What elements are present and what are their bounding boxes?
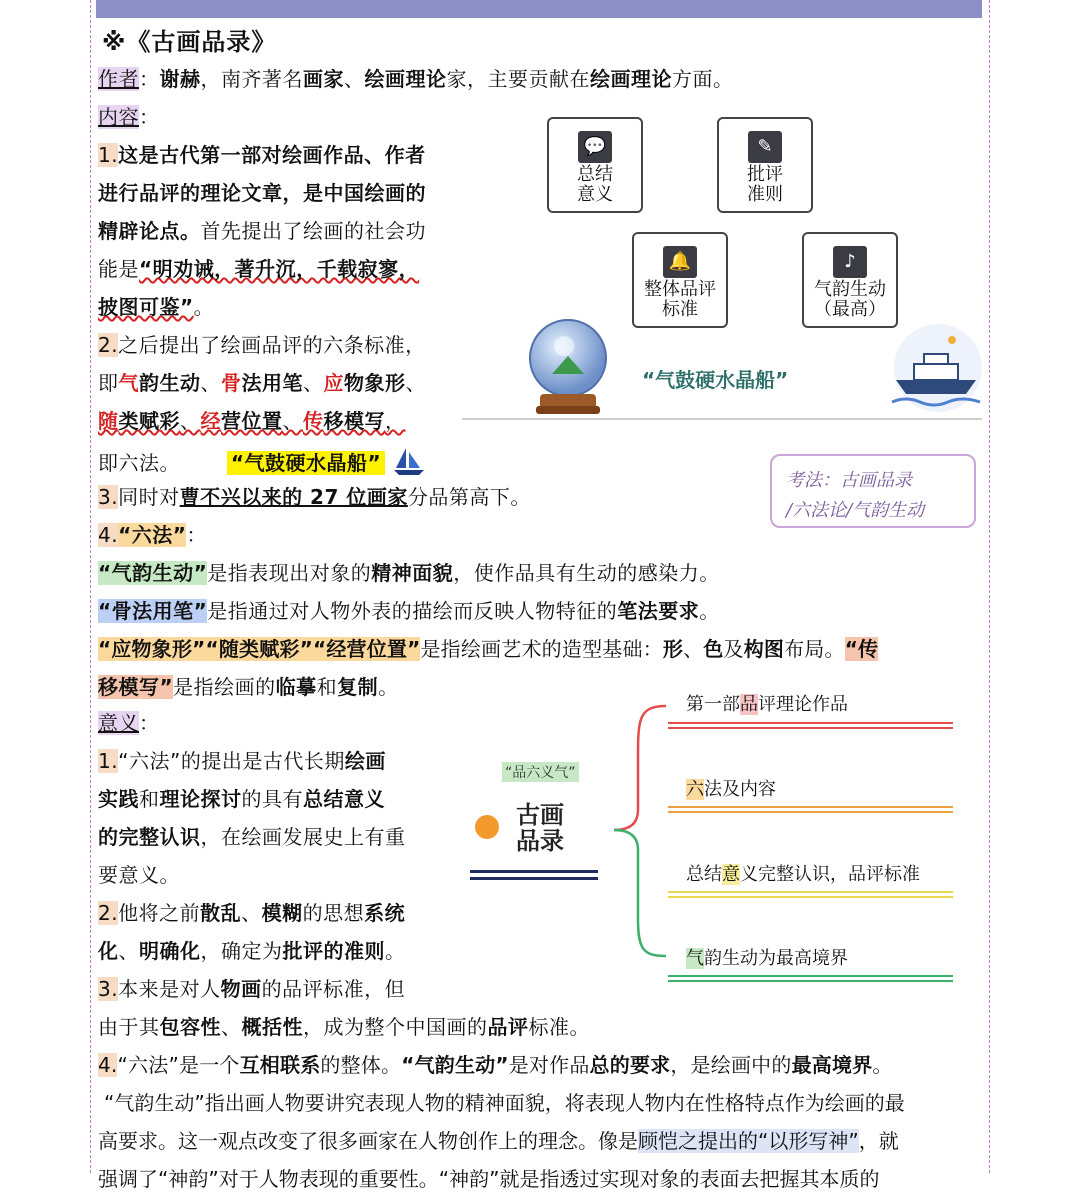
mnemonic-caption: “气鼓硬水晶船” bbox=[642, 368, 789, 392]
mindmap-line-1 bbox=[668, 722, 953, 729]
meaning-1-line-1: 1.“六法”的提出是古代长期绘画 bbox=[98, 749, 386, 773]
six-method-segment: 、 bbox=[200, 371, 221, 395]
mnemonic-badge: “气鼓硬水晶船” bbox=[227, 451, 385, 475]
six-method-segment: 、 bbox=[303, 371, 324, 395]
exam-tip-box: 考法：古画品录 /六法论/气韵生动 bbox=[770, 454, 976, 528]
six-method-segment: 随 bbox=[98, 409, 119, 433]
meaning-1-line-3: 的完整认识，在绘画发展史上有重 bbox=[98, 825, 406, 849]
content-3: 3.同时对曹不兴以来的 27 位画家分品第高下。 bbox=[98, 485, 531, 509]
card-overall-standard: 🔔 整体品评 标准 bbox=[632, 232, 728, 328]
card-critique-criteria: ✎ 批评 准则 bbox=[717, 117, 813, 213]
mindmap-dot-icon bbox=[474, 814, 500, 840]
six-method-segment: 气 bbox=[118, 371, 139, 395]
section-title: ※《古画品录》 bbox=[102, 28, 277, 56]
meaning-2-line-2: 化、明确化，确定为批评的准则。 bbox=[98, 939, 406, 963]
six-method-segment: 应 bbox=[323, 371, 344, 395]
content-2-line-1: 2.之后提出了绘画品评的六条标准， bbox=[98, 333, 426, 357]
sailboat-icon bbox=[392, 446, 426, 476]
content-2-line-4: 即六法。 “气鼓硬水晶船” bbox=[98, 446, 426, 476]
six-method-1: “气韵生动”是指表现出对象的精神面貌，使作品具有生动的感染力。 bbox=[98, 561, 720, 585]
content-heading: 内容： bbox=[98, 105, 160, 129]
mindmap-item-2: 六法及内容 bbox=[686, 779, 776, 800]
six-method-segment: 物象形 bbox=[344, 371, 406, 395]
crystal-ball-icon bbox=[522, 316, 614, 416]
mindmap-item-4: 气韵生动为最高境界 bbox=[686, 948, 848, 969]
content-1-line-5: 披图可鉴”。 bbox=[98, 295, 215, 319]
mindmap-item-1: 第一部品评理论作品 bbox=[686, 694, 848, 715]
card-qiyun-highest: ♪ 气韵生动 （最高） bbox=[802, 232, 898, 328]
mindmap-line-3 bbox=[668, 891, 953, 898]
mindmap-center-underline bbox=[470, 870, 598, 880]
edit-icon: ✎ bbox=[748, 131, 782, 163]
meaning-3-line-2: 由于其包容性、概括性，成为整个中国画的品评标准。 bbox=[98, 1015, 590, 1039]
mindmap-line-2 bbox=[668, 806, 953, 813]
meaning-4-line-4: 强调了“神韵”对于人物表现的重要性。“神韵”就是指透过实现对象的表面去把握其本质的 bbox=[98, 1167, 880, 1191]
ship-icon bbox=[886, 320, 986, 416]
mindmap-item-3: 总结意义完整认识，品评标准 bbox=[686, 864, 920, 885]
speech-bubble-icon: 💬 bbox=[578, 131, 612, 163]
meaning-1-line-2: 实践和理论探讨的具有总结意义 bbox=[98, 787, 385, 811]
meaning-4-line-1: 4.“六法”是一个互相联系的整体。“气韵生动”是对作品总的要求，是绘画中的最高境界。 bbox=[98, 1053, 893, 1077]
six-method-segment: 类赋彩 bbox=[118, 409, 180, 433]
six-method-segment: ， bbox=[385, 409, 406, 433]
six-method-segment: 、 bbox=[180, 409, 201, 433]
content-1-line-2: 进行品评的理论文章，是中国绘画的 bbox=[98, 181, 426, 205]
six-method-4: 移模写”是指绘画的临摹和复制。 bbox=[98, 675, 399, 699]
meaning-3-line-1: 3.本来是对人物画的品评标准，但 bbox=[98, 977, 406, 1001]
header-bar bbox=[96, 0, 982, 18]
content-1-line-3: 精辟论点。首先提出了绘画的社会功 bbox=[98, 219, 426, 243]
six-method-segment: 骨 bbox=[221, 371, 242, 395]
meaning-4-line-3: 高要求。这一观点改变了很多画家在人物创作上的理念。像是顾恺之提出的“以形写神”，就 bbox=[98, 1129, 899, 1153]
six-method-segment: 即 bbox=[98, 371, 119, 395]
six-method-segment: 法用笔 bbox=[241, 371, 303, 395]
six-methods-line-a bbox=[98, 370, 426, 396]
card-summary-meaning: 💬 总结 意义 bbox=[547, 117, 643, 213]
divider-line bbox=[462, 418, 982, 420]
meaning-label: 意义 bbox=[98, 711, 139, 735]
six-method-segment: 移模写 bbox=[323, 409, 385, 433]
bell-icon: 🔔 bbox=[663, 246, 697, 278]
content-4: 4.“六法”： bbox=[98, 523, 207, 547]
six-method-segment: 营位置 bbox=[221, 409, 283, 433]
content-1-line-1: 1.这是古代第一部对绘画作品、作者 bbox=[98, 143, 426, 167]
content-label: 内容 bbox=[98, 105, 139, 129]
meaning-heading: 意义： bbox=[98, 711, 160, 735]
music-note-icon: ♪ bbox=[833, 246, 867, 278]
meaning-1-line-4: 要意义。 bbox=[98, 863, 180, 887]
six-method-segment: 经 bbox=[200, 409, 221, 433]
meaning-4-line-2: “气韵生动”指出画人物要讲究表现人物的精神面貌，将表现人物内在性格特点作为绘画的最 bbox=[104, 1091, 905, 1115]
six-method-2: “骨法用笔”是指通过对人物外表的描绘而反映人物特征的笔法要求。 bbox=[98, 599, 720, 623]
meaning-2-line-1: 2.他将之前散乱、模糊的思想系统 bbox=[98, 901, 406, 925]
author-label: 作者 bbox=[98, 67, 139, 91]
mindmap-tag: “品六义气” bbox=[502, 762, 579, 782]
mindmap-center: 古画 品录 bbox=[516, 801, 564, 855]
six-method-3: “应物象形”“随类赋彩”“经营位置”是指绘画艺术的造型基础：形、色及构图布局。“传 bbox=[98, 637, 879, 661]
mindmap-line-4 bbox=[668, 975, 953, 982]
mindmap-brace bbox=[608, 700, 670, 962]
six-method-segment: 、 bbox=[405, 371, 426, 395]
six-method-segment: 韵生动 bbox=[139, 371, 201, 395]
six-method-segment: 传 bbox=[303, 409, 324, 433]
author-line: 作者：谢赫，南齐著名画家、绘画理论家，主要贡献在绘画理论方面。 bbox=[98, 67, 734, 91]
six-methods-line-b bbox=[98, 408, 406, 434]
content-1-line-4: 能是“明劝诫，著升沉，千载寂寥， bbox=[98, 257, 420, 281]
six-method-segment: 、 bbox=[282, 409, 303, 433]
